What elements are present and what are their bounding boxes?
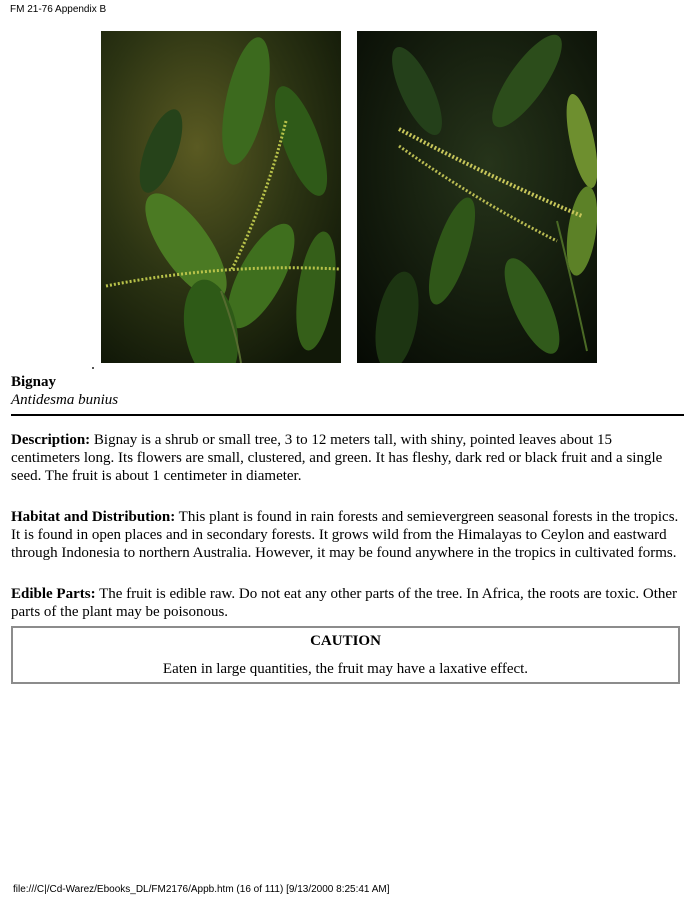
edible-label: Edible Parts:	[11, 586, 96, 602]
habitat-text: This plant is found in rain forests and semievergreen seasonal forests in the tropics. It is found in open places and in secondary forests. It grows wild from the Himalayas to Ceylon and eastward through Indonesia to northern Australia. However, it may be found anywhere in the tropics in cultivated forms.	[11, 509, 679, 561]
page-footer: file:///C|/Cd-Warez/Ebooks_DL/FM2176/Appb.htm (16 of 111) [9/13/2000 8:25:41 AM]	[13, 884, 390, 895]
caution-title: CAUTION	[310, 633, 381, 649]
habitat-label: Habitat and Distribution:	[11, 509, 176, 525]
edible-text: The fruit is edible raw. Do not eat any other parts of the tree. In Africa, the roots are toxic. Other parts of the plant may be poisonous.	[11, 586, 678, 620]
page-header: FM 21-76 Appendix B	[10, 4, 107, 15]
plant-photo-icon	[101, 31, 341, 363]
stray-mark	[92, 367, 94, 369]
bignay-photo-right	[357, 31, 597, 363]
description-text: Bignay is a shrub or small tree, 3 to 12 meters tall, with shiny, pointed leaves about 15 centimeters long. Its flowers are small, clustered, and green. It has fleshy, dark red or black fruit and a single seed. The fruit is about 1 centimeter in diameter.	[11, 432, 663, 484]
plant-scientific-name: Antidesma bunius	[11, 392, 119, 408]
caution-box	[11, 626, 680, 684]
habitat-paragraph	[11, 508, 683, 562]
plant-common-name: Bignay	[11, 374, 57, 390]
section-divider	[11, 414, 684, 416]
edible-parts-paragraph	[11, 585, 683, 621]
plant-photo-icon	[357, 31, 597, 363]
caution-text: Eaten in large quantities, the fruit may have a laxative effect.	[162, 661, 529, 677]
description-paragraph	[11, 431, 683, 485]
bignay-photo-left	[101, 31, 341, 363]
description-label: Description:	[11, 432, 91, 448]
